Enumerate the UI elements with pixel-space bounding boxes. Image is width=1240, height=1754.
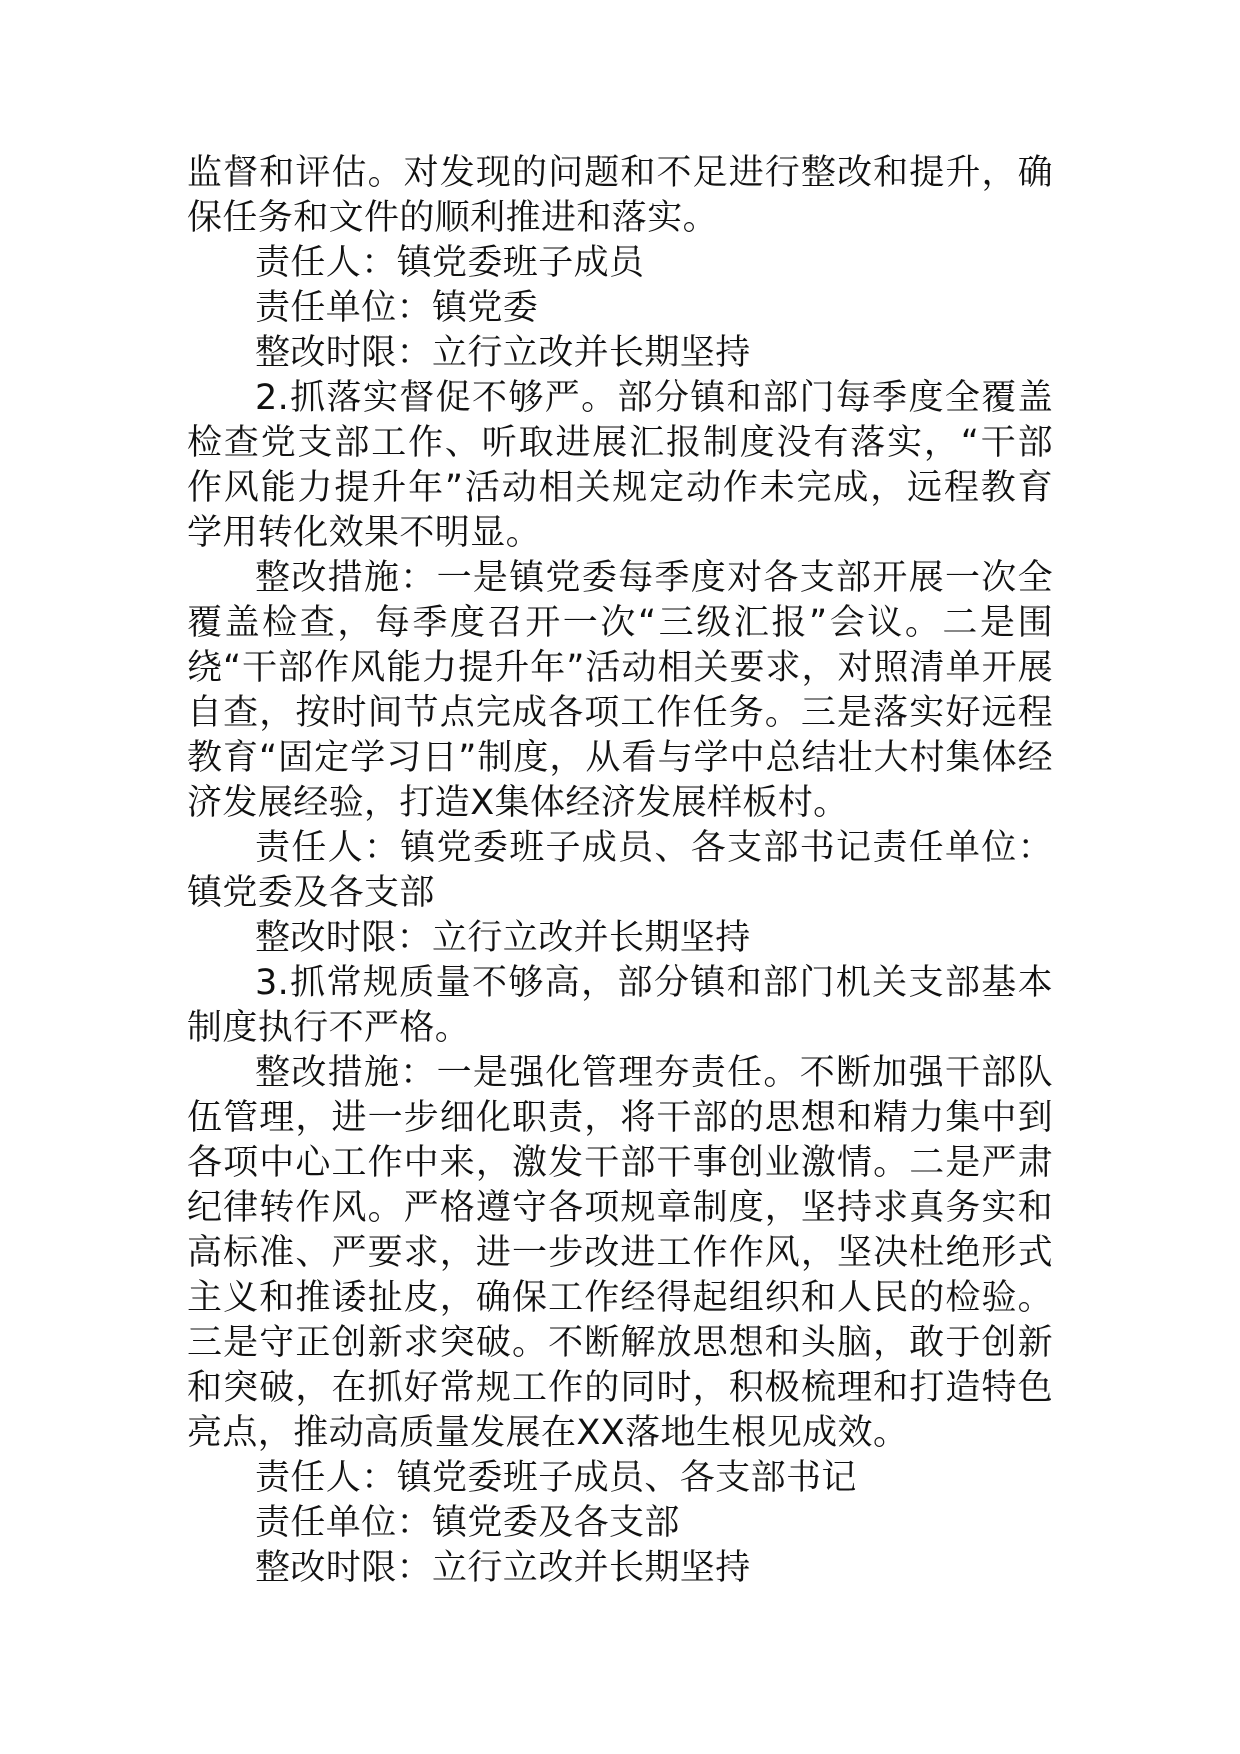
paragraph-continuation: 监督和评估。对发现的问题和不足进行整改和提升，确保任务和文件的顺利推进和落实。 — [187, 153, 1053, 238]
responsible-person-unit-line: 责任人：镇党委班子成员、各支部书记责任单位：镇党委及各支部 — [187, 828, 1053, 913]
responsible-unit-line: 责任单位：镇党委及各支部 — [255, 1503, 680, 1543]
responsible-person-line: 责任人：镇党委班子成员、各支部书记 — [255, 1458, 857, 1498]
document-body — [187, 151, 1053, 1591]
issue-heading-3: 3.抓常规质量不够高，部分镇和部门机关支部基本制度执行不严格。 — [187, 963, 1053, 1048]
responsible-unit-line: 责任单位：镇党委 — [255, 288, 539, 328]
measures-paragraph-2: 整改措施：一是镇党委每季度对各支部开展一次全覆盖检查，每季度召开一次“三级汇报”会议。二是围绕“干部作风能力提升年”活动相关要求，对照清单开展自查，按时间节点完成各项工作任务。三是落实好远程教育“固定学习日”制度，从看与学中总结壮大村集体经济发展经验，打造X集体经济发展样板村。 — [187, 558, 1053, 823]
measures-paragraph-3: 整改措施：一是强化管理夯责任。不断加强干部队伍管理，进一步细化职责，将干部的思想和精力集中到各项中心工作中来，激发干部干事创业激情。二是严肃纪律转作风。严格遵守各项规章制度，坚持求真务实和高标准、严要求，进一步改进工作作风，坚决杜绝形式主义和推诿扯皮，确保工作经得起组织和人民的检验。三是守正创新求突破。不断解放思想和头脑，敢于创新和突破，在抓好常规工作的同时，积极梳理和打造特色亮点，推动高质量发展在XX落地生根见成效。 — [187, 1053, 1053, 1453]
deadline-line: 整改时限：立行立改并长期坚持 — [255, 918, 751, 958]
deadline-line: 整改时限：立行立改并长期坚持 — [255, 1548, 751, 1588]
issue-heading-2: 2.抓落实督促不够严。部分镇和部门每季度全覆盖检查党支部工作、听取进展汇报制度没有落实，“干部作风能力提升年”活动相关规定动作未完成，远程教育学用转化效果不明显。 — [187, 378, 1053, 553]
responsible-person-line: 责任人：镇党委班子成员 — [255, 243, 645, 283]
deadline-line: 整改时限：立行立改并长期坚持 — [255, 333, 751, 373]
